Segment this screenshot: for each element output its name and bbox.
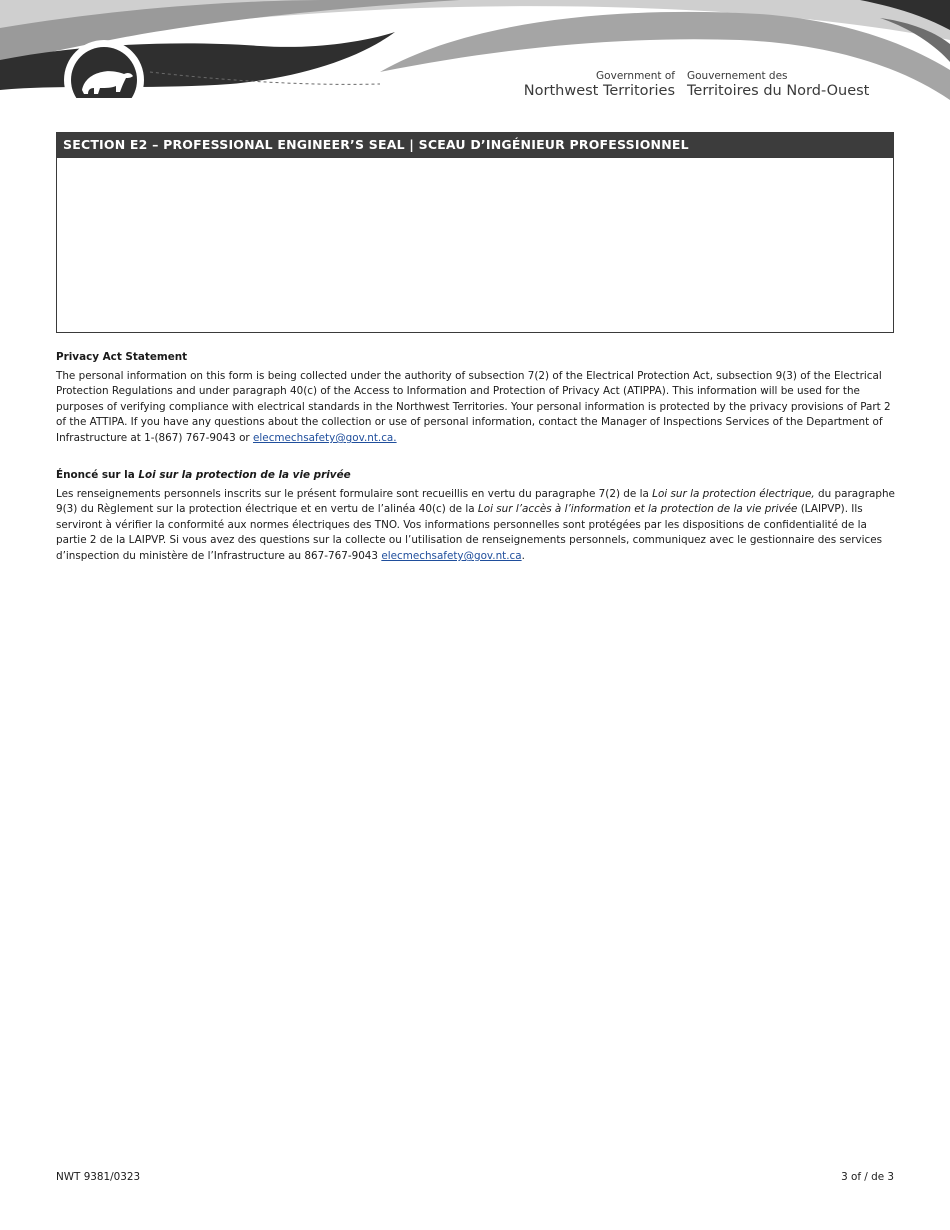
engineer-seal-area[interactable] <box>57 158 893 332</box>
privacy-heading-en: Privacy Act Statement <box>56 351 188 363</box>
privacy-body-en <box>56 369 896 447</box>
section-e2-title: SECTION E2 – PROFESSIONAL ENGINEER’S SEAL | SCEAU D’INGÉNIEUR PROFESSIONNEL <box>57 133 893 158</box>
privacy-heading-fr-plain: Énoncé sur la <box>56 469 139 481</box>
form-number: NWT 9381/0323 <box>56 1171 141 1183</box>
gov-en-big-text: Northwest Territories <box>523 83 675 99</box>
section-e2-box <box>56 132 894 333</box>
email-link-fr[interactable]: elecmechsafety@gov.nt.ca <box>381 549 522 562</box>
privacy-body-fr-end: . <box>521 549 525 562</box>
privacy-statement-en <box>56 350 896 447</box>
privacy-heading-fr <box>56 468 896 484</box>
privacy-body-fr-2: du paragraphe 9(3) du Règlement sur la protection électrique et en vertu de l’alinéa 40(c) de la <box>56 487 895 516</box>
privacy-statement-fr <box>56 468 896 565</box>
gov-fr-small-text: Gouvernement des <box>687 70 788 82</box>
gov-en-wordmark <box>520 70 675 100</box>
privacy-heading-fr-italic: Loi sur la protection de la vie privée <box>138 469 351 481</box>
privacy-body-fr <box>56 487 896 565</box>
gov-fr-big-text: Territoires du Nord-Ouest <box>687 83 870 99</box>
privacy-body-en-text: The personal information on this form is being collected under the authority of subsection 7(2) of the Electrical Protection Act, subsection 9(3) of the Electrical Protection Regulations and under paragraph 40(c) of the Access to Information and Protection of Privacy Act (ATIPPA). This information will be used for the purposes of verifying compliance with electrical standards in the Northwest Territories. Your personal information is protected by the privacy provisions of Part 2 of the ATTIPA. If you have any questions about the collection or use of personal information, contact the Manager of Inspections Services of the Department of Infrastructure at 1-(867) 767-9043 or <box>56 369 891 444</box>
gov-en-small-text: Government of <box>596 70 675 82</box>
page-number: 3 of / de 3 <box>841 1171 894 1183</box>
privacy-body-fr-1: Les renseignements personnels inscrits sur le présent formulaire sont recueillis en vertu du paragraphe 7(2) de la <box>56 487 653 500</box>
privacy-body-fr-3: (LAIPVP). Ils serviront à vérifier la conformité aux normes électriques des TNO. Vos informations personnelles sont protégées par les dispositions de confidentialité de la partie 2 de la LAIPVP. Si vous avez des questions sur la collecte ou l’utilisation de renseignements personnels, communiquez avec le gestionnaire des services d’inspection du ministère de l’Infrastructure au 867-767-9043 <box>56 503 883 562</box>
email-link-en[interactable]: elecmechsafety@gov.nt.ca. <box>253 431 397 444</box>
privacy-body-fr-italic-2: Loi sur l’accès à l’information et la protection de la vie privée <box>477 503 798 516</box>
privacy-body-fr-italic-1: Loi sur la protection électrique, <box>652 487 815 500</box>
gov-fr-wordmark <box>687 70 887 100</box>
